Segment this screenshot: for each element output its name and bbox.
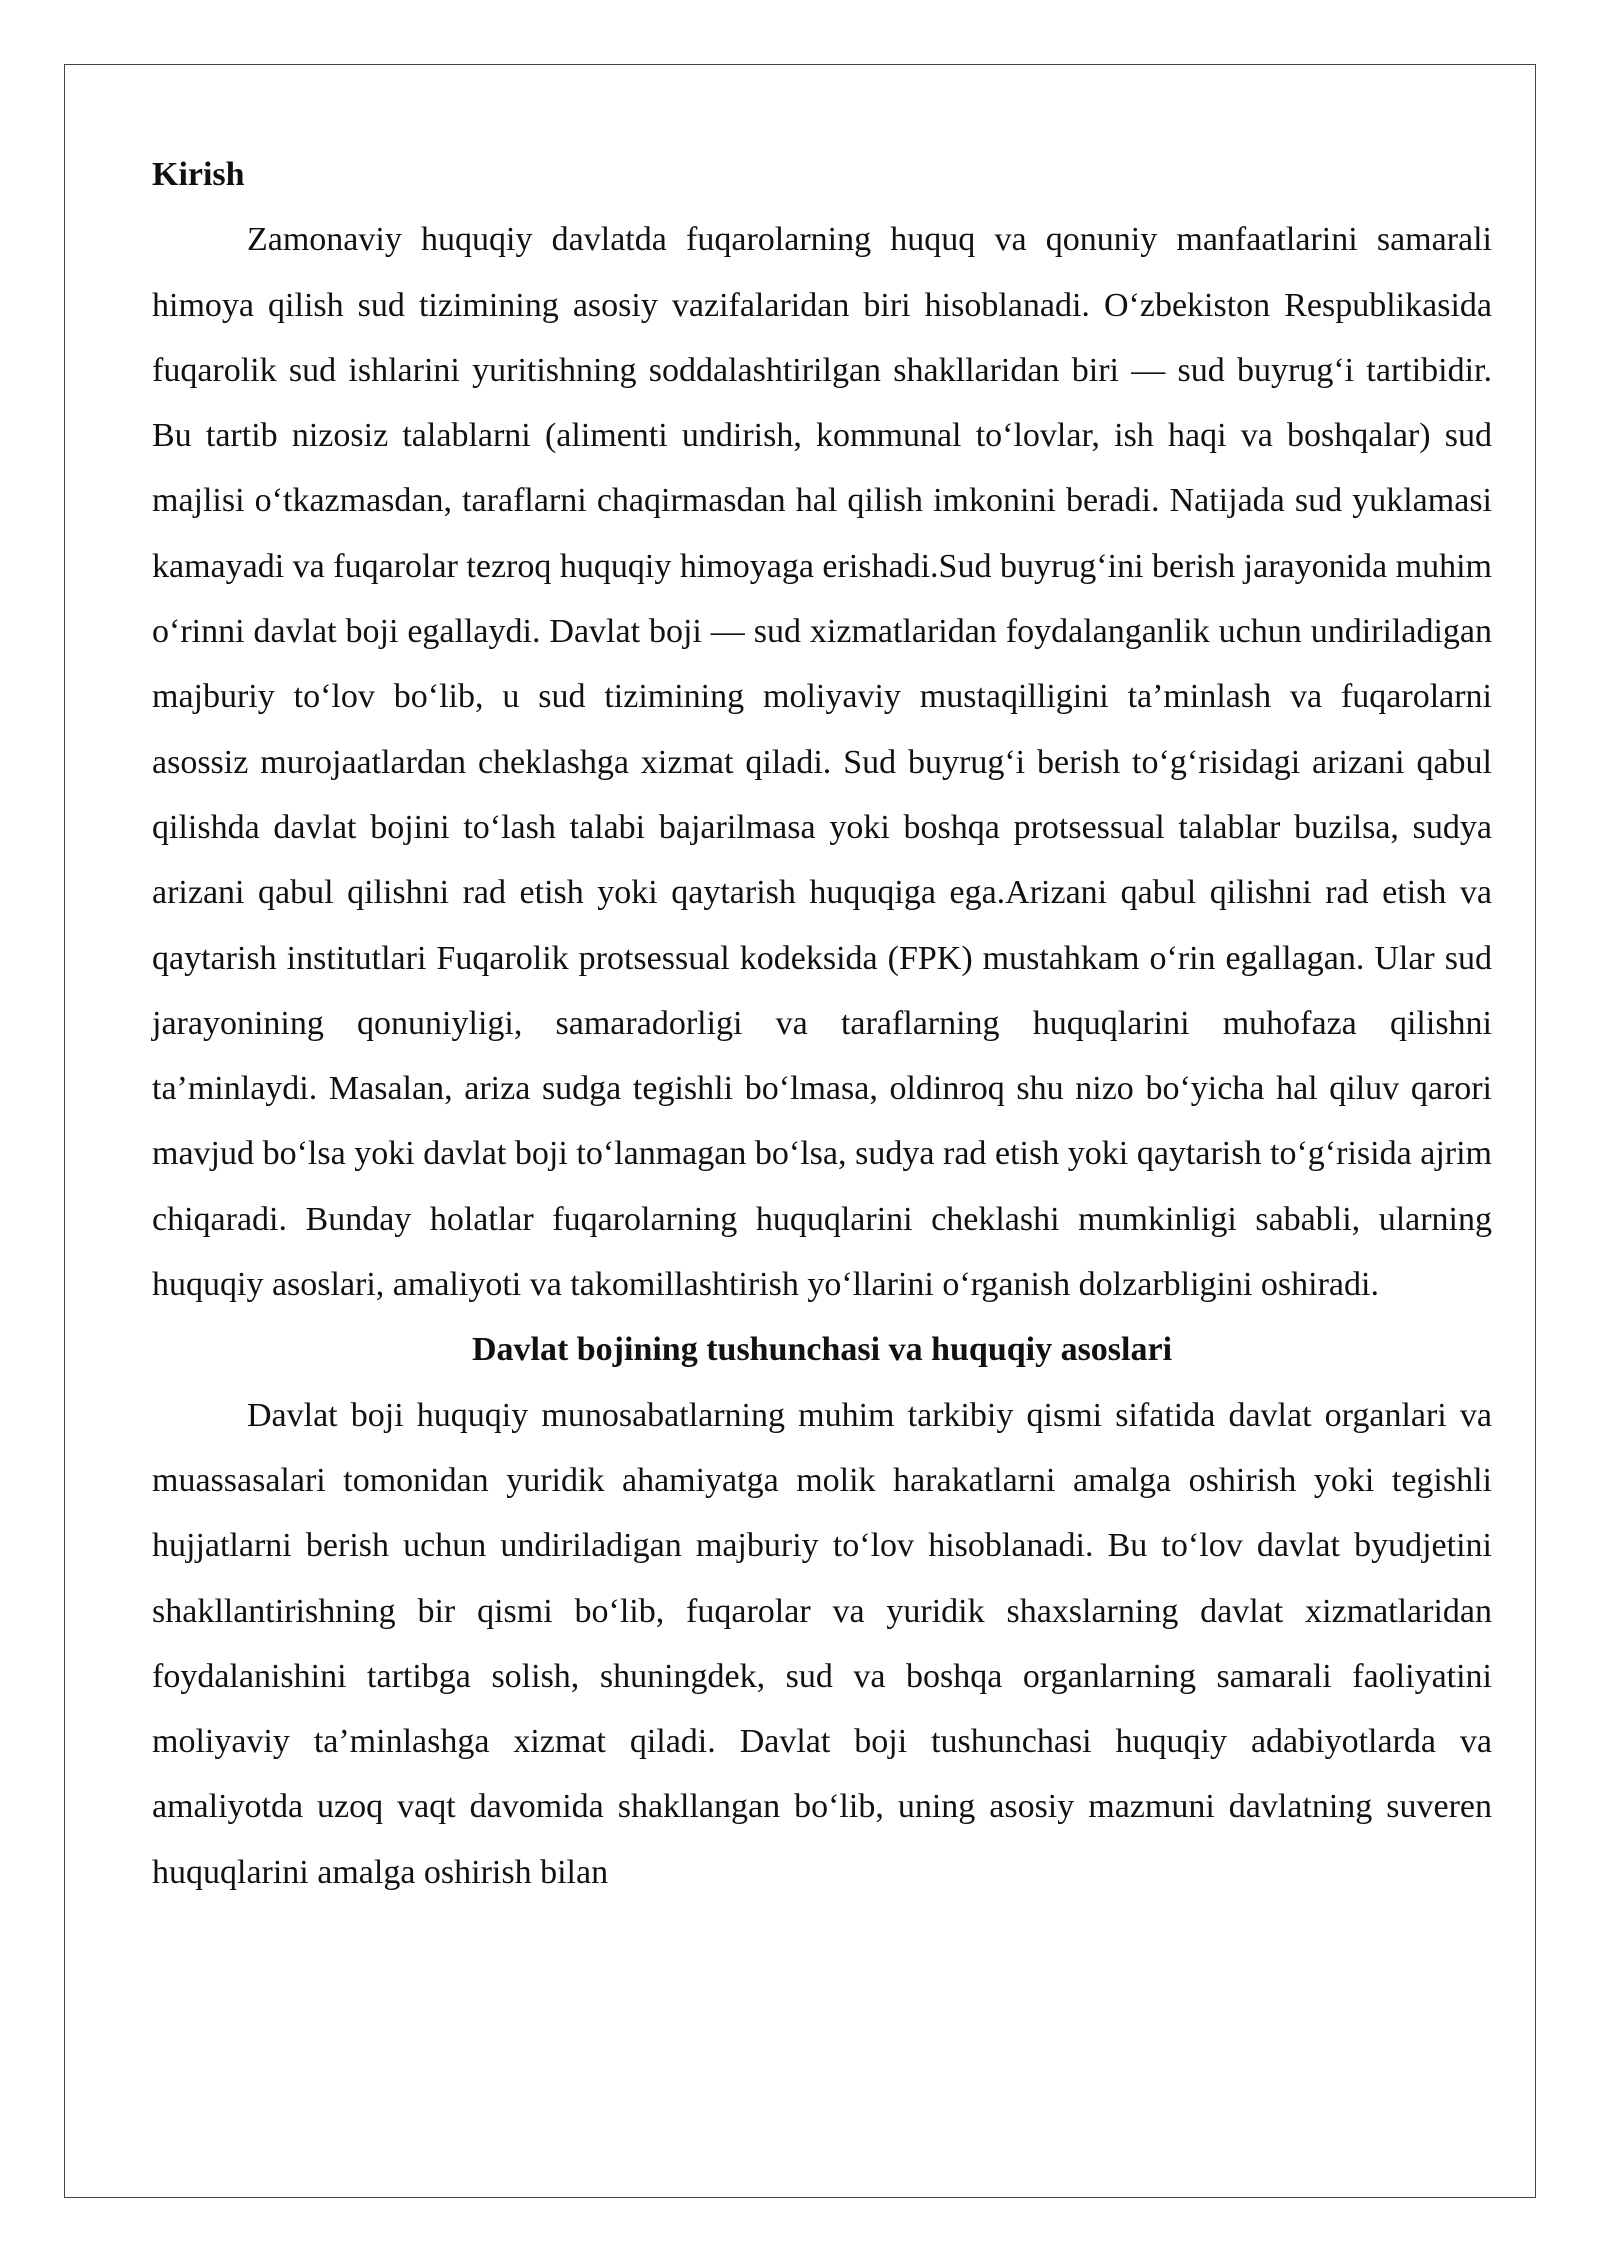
intro-heading: Kirish: [152, 156, 245, 193]
section-heading: Davlat bojining tushunchasi va huquqiy asoslari: [471, 1331, 1173, 1369]
section-paragraph: Davlat boji huquqiy munosabatlarning muhim tarkibiy qismi sifatida davlat organlari va muassasalari tomonidan yuridik ahamiyatga molik harakatlarni amalga oshirish yoki tegishli hujjatlarni berish uchun undiriladigan majburiy to‘lov hisoblanadi. Bu to‘lov davlat byudjetini shakllantirishning bir qismi bo‘lib, fuqarolar va yuridik shaxslarning davlat xizmatlaridan foydalanishini tartibga solish, shuningdek, sud va boshqa organlarning samarali faoliyatini moliyaviy ta’minlashga xizmat qiladi. Davlat boji tushunchasi huquqiy adabiyotlarda va amaliyotda uzoq vaqt davomida shakllangan bo‘lib, uning asosiy mazmuni davlatning suveren huquqlarini amalga oshirish bilan: [152, 1396, 1492, 1891]
intro-paragraph: Zamonaviy huquqiy davlatda fuqarolarning huquq va qonuniy manfaatlarini samarali himoya qilish sud tizimining asosiy vazifalaridan biri hisoblanadi. O‘zbekiston Respublikasida fuqarolik sud ishlarini yuritishning soddalashtirilgan shakllaridan biri — sud buyrug‘i tartibidir. Bu tartib nizosiz talablarni (alimenti undirish, kommunal to‘lovlar, ish haqi va boshqalar) sud majlisi o‘tkazmasdan, taraflarni chaqirmasdan hal qilish imkonini beradi. Natijada sud yuklamasi kamayadi va fuqarolar tezroq huquqiy himoyaga erishadi.Sud buyrug‘ini berish jarayonida muhim o‘rinni davlat boji egallaydi. Davlat boji — sud xizmatlaridan foydalanganlik uchun undiriladigan majburiy to‘lov bo‘lib, u sud tizimining moliyaviy mustaqilligini ta’minlash va fuqarolarni asossiz murojaatlardan cheklashga xizmat qiladi. Sud buyrug‘i berish to‘g‘risidagi arizani qabul qilishda davlat bojini to‘lash talabi bajarilmasa yoki boshqa protsessual talablar buzilsa, sudya arizani qabul qilishni rad etish yoki qaytarish huquqiga ega.Arizani qabul qilishni rad etish va qaytarish institutlari Fuqarolik protsessual kodeksida (FPK) mustahkam o‘rin egallagan. Ular sud jarayonining qonuniyligi, samaradorligi va taraflarning huquqlarini muhofaza qilishni ta’minlaydi. Masalan, ariza sudga tegishli bo‘lmasa, oldinroq shu nizo bo‘yicha hal qiluv qarori mavjud bo‘lsa yoki davlat boji to‘lanmagan bo‘lsa, sudya rad etish yoki qaytarish to‘g‘risida ajrim chiqaradi. Bunday holatlar fuqarolarning huquqlarini cheklashi mumkinligi sababli, ularning huquqiy asoslari, amaliyoti va takomillashtirish yo‘llarini o‘rganish dolzarbligini oshiradi.: [152, 221, 1492, 1304]
document-body: [152, 142, 1492, 1905]
